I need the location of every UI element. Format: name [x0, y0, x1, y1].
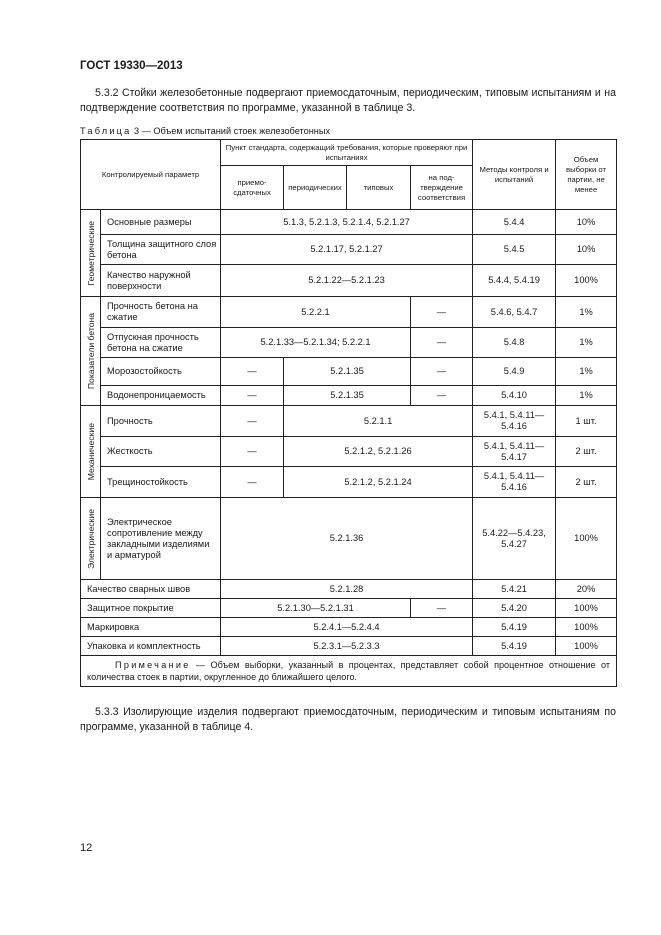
- table-row: [81, 386, 617, 406]
- method-cell: 5.4.21: [473, 580, 556, 599]
- param-name: Качество наружной поверхности: [101, 265, 221, 297]
- method-cell: 5.4.19: [473, 618, 556, 637]
- clauses-cell: 5.2.1.35: [284, 386, 411, 406]
- group-concrete: Показатели бетона: [81, 297, 101, 406]
- clauses-cell: 5.2.1.17, 5.2.1.27: [221, 235, 473, 265]
- param-name: Качество сварных швов: [81, 580, 221, 599]
- header-conformity: на под-тверждение соответствия: [411, 166, 473, 210]
- method-cell: 5.4.6, 5.4.7: [473, 297, 556, 328]
- table-row: [81, 328, 617, 358]
- table-row: [81, 358, 617, 386]
- header-acceptance: приемо-сдаточных: [221, 166, 284, 210]
- acceptance-cell: —: [221, 406, 284, 437]
- acceptance-cell: —: [221, 358, 284, 386]
- table-note-row: [81, 656, 617, 687]
- table-row: [81, 599, 617, 618]
- method-cell: 5.4.10: [473, 386, 556, 406]
- table-row: [81, 235, 617, 265]
- sample-cell: 2 шт.: [556, 467, 617, 498]
- header-periodic: периодических: [284, 166, 347, 210]
- document-header: ГОСТ 19330—2013: [80, 60, 183, 72]
- table-caption-text: 3 — Объем испытаний стоек железобетонных: [131, 126, 331, 136]
- param-name: Трещиностойкость: [101, 467, 221, 498]
- method-cell: 5.4.8: [473, 328, 556, 358]
- sample-cell: 1 шт.: [556, 406, 617, 437]
- conformity-cell: —: [411, 358, 473, 386]
- sample-cell: 100%: [556, 265, 617, 297]
- header-param: Контролируемый параметр: [81, 140, 221, 210]
- sample-cell: 1%: [556, 386, 617, 406]
- table-header-row-1: [81, 140, 617, 166]
- sample-cell: 100%: [556, 637, 617, 656]
- clauses-cell: 5.2.1.30—5.2.1.31: [221, 599, 411, 618]
- acceptance-cell: —: [221, 386, 284, 406]
- param-name: Толщина защитного слоя бетона: [101, 235, 221, 265]
- table-row: [81, 437, 617, 467]
- clauses-cell: 5.2.1.36: [221, 498, 473, 580]
- sample-cell: 1%: [556, 328, 617, 358]
- sample-cell: 1%: [556, 358, 617, 386]
- method-cell: 5.4.4: [473, 210, 556, 235]
- note-prefix: Примечание: [115, 660, 191, 670]
- conformity-cell: —: [411, 297, 473, 328]
- method-cell: 5.4.19: [473, 637, 556, 656]
- table-row: [81, 297, 617, 328]
- sample-cell: 1%: [556, 297, 617, 328]
- table-row: [81, 498, 617, 580]
- param-name: Водонепроницаемость: [101, 386, 221, 406]
- sample-cell: 100%: [556, 599, 617, 618]
- table-row: [81, 467, 617, 498]
- clauses-cell: 5.2.1.22—5.2.1.23: [221, 265, 473, 297]
- page-number: 12: [80, 842, 93, 854]
- acceptance-cell: —: [221, 437, 284, 467]
- param-name: Прочность: [101, 406, 221, 437]
- note-text: — Объем выборки, указанный в процентах, представляет собой процентное отношение от количества стоек в партии, округленное до ближайшего целого.: [87, 660, 611, 682]
- tests-table: [80, 139, 617, 687]
- table-note: [81, 656, 617, 687]
- method-cell: 5.4.1, 5.4.11—5.4.16: [473, 406, 556, 437]
- table-row: [81, 406, 617, 437]
- clauses-cell: 5.2.1.33—5.2.1.34; 5.2.2.1: [221, 328, 411, 358]
- clauses-cell: 5.2.1.1: [284, 406, 473, 437]
- sample-cell: 20%: [556, 580, 617, 599]
- acceptance-cell: —: [221, 467, 284, 498]
- method-cell: 5.4.9: [473, 358, 556, 386]
- conformity-cell: —: [411, 599, 473, 618]
- clauses-cell: 5.2.1.35: [284, 358, 411, 386]
- method-cell: 5.4.4, 5.4.19: [473, 265, 556, 297]
- table-row: [81, 618, 617, 637]
- table-row: [81, 580, 617, 599]
- sample-cell: 10%: [556, 235, 617, 265]
- param-name: Защитное покрытие: [81, 599, 221, 618]
- clauses-cell: 5.1.3, 5.2.1.3, 5.2.1.4, 5.2.1.27: [221, 210, 473, 235]
- conformity-cell: —: [411, 328, 473, 358]
- param-name: Морозостойкость: [101, 358, 221, 386]
- param-name: Прочность бетона на сжатие: [101, 297, 221, 328]
- clauses-cell: 5.2.4.1—5.2.4.4: [221, 618, 473, 637]
- clauses-cell: 5.2.3.1—5.2.3.3: [221, 637, 473, 656]
- param-name: Отпускная прочность бетона на сжатие: [101, 328, 221, 358]
- paragraph-5-3-2: 5.3.2 Стойки железобетонные подвергают приемосдаточным, периодическим, типовым испытаниям и на подтверждение соответствия по программе, указанной в таблице 3.: [80, 87, 616, 114]
- sample-cell: 100%: [556, 618, 617, 637]
- conformity-cell: —: [411, 386, 473, 406]
- paragraph-5-3-3: 5.3.3 Изолирующие изделия подвергают приемосдаточным, периодическим и типовым испытаниям по программе, указанной в таблице 4.: [80, 706, 616, 733]
- header-methods: Методы контроля и испытаний: [473, 140, 556, 210]
- clauses-cell: 5.2.2.1: [221, 297, 411, 328]
- param-name: Жесткость: [101, 437, 221, 467]
- clauses-cell: 5.2.1.28: [221, 580, 473, 599]
- table-row: [81, 265, 617, 297]
- table-row: [81, 637, 617, 656]
- header-clause-group: Пункт стандарта, содержащий требования, которые проверяют при испытаниях: [221, 140, 473, 166]
- group-geometric: Геометрические: [81, 210, 101, 297]
- group-electrical: Электрические: [81, 498, 101, 580]
- table-row: [81, 210, 617, 235]
- method-cell: 5.4.5: [473, 235, 556, 265]
- sample-cell: 100%: [556, 498, 617, 580]
- header-type: типовых: [347, 166, 411, 210]
- sample-cell: 2 шт.: [556, 437, 617, 467]
- method-cell: 5.4.1, 5.4.11—5.4.17: [473, 437, 556, 467]
- method-cell: 5.4.20: [473, 599, 556, 618]
- group-mechanical: Механические: [81, 406, 101, 498]
- method-cell: 5.4.22—5.4.23, 5.4.27: [473, 498, 556, 580]
- table-caption-prefix: Таблица: [80, 126, 132, 136]
- param-name: Упаковка и комплектность: [81, 637, 221, 656]
- sample-cell: 10%: [556, 210, 617, 235]
- method-cell: 5.4.1, 5.4.11—5.4.16: [473, 467, 556, 498]
- clauses-cell: 5.2.1.2, 5.2.1.26: [284, 437, 473, 467]
- param-name: Основные размеры: [101, 210, 221, 235]
- param-name: Электрическое сопротивление между закладными изделиями и арматурой: [101, 498, 221, 580]
- header-sample: Объем выборки от партии, не менее: [556, 140, 617, 210]
- clauses-cell: 5.2.1.2, 5.2.1.24: [284, 467, 473, 498]
- param-name: Маркировка: [81, 618, 221, 637]
- table-caption: [80, 126, 330, 136]
